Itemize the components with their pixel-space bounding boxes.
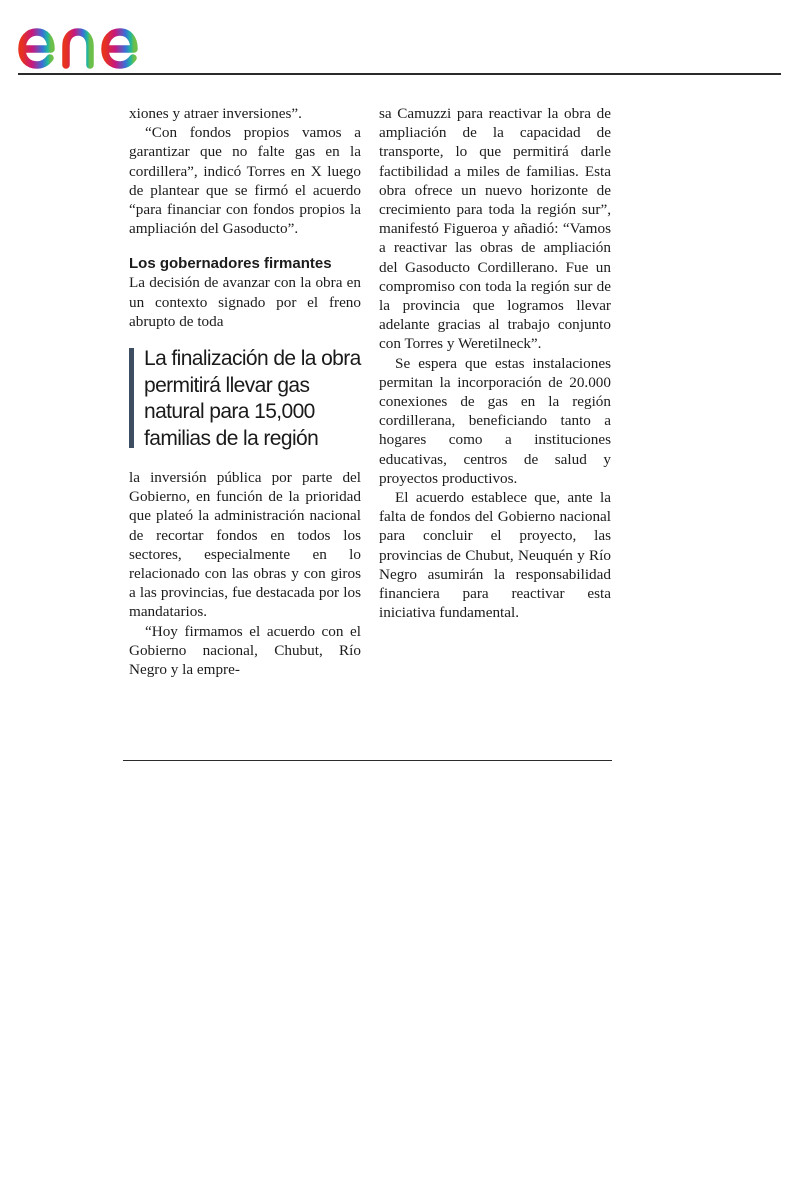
pull-quote <box>129 344 361 454</box>
paragraph: la inversión pública por parte del Gobierno, en función de la prioridad que plateó la administración nacional de recortar fondos en todos los sectores, especialmente en lo relacionado con las obras y con giros a las provincias, fue destacada por los mandatarios. <box>129 469 361 621</box>
paragraph: “Hoy firmamos el acuerdo con el Gobierno nacional, Chubut, Río Negro y la empre- <box>129 622 361 679</box>
paragraph: “Con fondos propios vamos a garantizar que no falte gas en la cordillera”, indicó Torres en X luego de plantear que se firmó el acuerdo “para financiar con fondos propios la ampliación del Gasoducto”. <box>129 124 361 238</box>
pull-quote-bar <box>129 348 134 448</box>
enel-logo <box>14 6 184 72</box>
paragraph: sa Camuzzi para reactivar la obra de ampliación de la capacidad de transporte, lo que permitirá darle factibilidad a miles de familias. Esta obra ofrece un nuevo horizonte de crecimiento para toda la región sur”, manifestó Figueroa y añadió: “Vamos a reactivar las obras de ampliación del Gasoducto Cordillerano. Fue un compromiso con toda la región sur de la provincia que logramos llevar adelante gracias al trabajo conjunto con Torres y Weretilneck”. <box>379 105 611 353</box>
footer-rule <box>123 760 612 761</box>
paragraph: xiones y atraer inversiones”. <box>129 105 302 122</box>
article-left-column <box>129 104 361 679</box>
header-rule <box>18 73 781 75</box>
section-subhead: Los gobernadores firmantes <box>129 255 332 273</box>
article-right-column <box>379 104 611 622</box>
paragraph: La decisión de avanzar con la obra en un contexto signado por el freno abrupto de toda <box>129 274 361 330</box>
pull-quote-text: La finalización de la obra permitirá llevar gas natural para 15,000 familias de la región <box>144 347 361 450</box>
paragraph: Se espera que estas instalaciones permitan la incorporación de 20.000 conexiones de gas en la región cordillerana, beneficiando tanto a hogares como a instituciones educativas, centros de salud y proyectos productivos. <box>379 354 611 487</box>
paragraph: El acuerdo establece que, ante la falta de fondos del Gobierno nacional para concluir el proyecto, las provincias de Chubut, Neuquén y Río Negro asumirán la responsabilidad financiera para reactivar esta iniciativa fundamental. <box>379 489 611 622</box>
